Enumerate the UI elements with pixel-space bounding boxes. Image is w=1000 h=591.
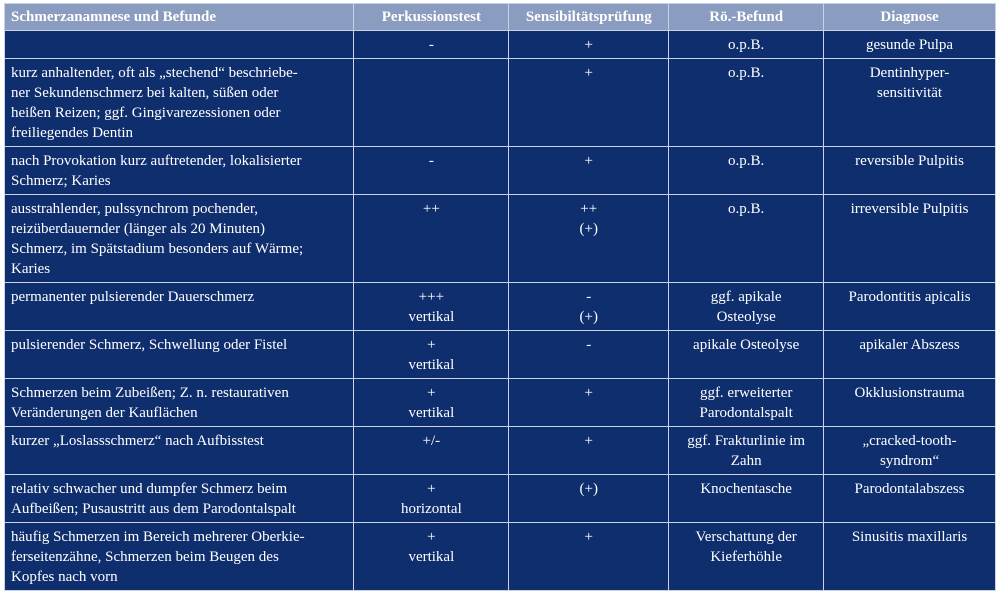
cell-line: apikale Osteolyse <box>693 337 800 353</box>
cell-line: irreversible Pulpitis <box>850 201 969 217</box>
cell-line: Verschattung der <box>695 529 797 545</box>
header-roentgen: Rö.-Befund <box>669 4 824 31</box>
cell-roentgen <box>669 379 824 427</box>
cell-diagnose <box>824 379 996 427</box>
table-row <box>5 147 996 195</box>
header-diagnose: Diagnose <box>824 4 996 31</box>
cell-line: ++ <box>580 201 598 217</box>
cell-roentgen <box>669 147 824 195</box>
cell-line: Osteolyse <box>716 309 776 325</box>
cell-sensibilitaet <box>509 195 669 283</box>
cell-line: ggf. Frakturlinie im <box>687 433 806 449</box>
cell-line: (+) <box>579 309 598 325</box>
cell-line: - <box>428 37 434 53</box>
cell-roentgen <box>669 331 824 379</box>
cell-perkussion <box>354 379 509 427</box>
cell-line: vertikal <box>408 405 455 421</box>
cell-anamnese <box>5 147 354 195</box>
cell-line: Knochentasche <box>700 481 792 497</box>
cell-sensibilitaet <box>509 523 669 591</box>
cell-diagnose <box>824 475 996 523</box>
cell-line: Schmerz, im Spätstadium besonders auf Wärme; <box>11 241 304 257</box>
cell-line: Schmerzen beim Zubeißen; Z. n. restaurativen <box>11 385 289 401</box>
cell-line: Kopfes nach vorn <box>11 569 118 585</box>
cell-roentgen <box>669 59 824 147</box>
cell-line: reversible Pulpitis <box>855 153 964 169</box>
cell-line: - <box>428 153 434 169</box>
cell-line: relativ schwacher und dumpfer Schmerz beim <box>11 481 288 497</box>
cell-line: + <box>584 385 593 401</box>
header-row <box>5 4 996 31</box>
cell-roentgen <box>669 427 824 475</box>
cell-line: apikaler Abszess <box>859 337 960 353</box>
table-row <box>5 379 996 427</box>
cell-line: horizontal <box>400 501 462 517</box>
cell-line: + <box>427 337 436 353</box>
cell-line: reizüberdauernder (länger als 20 Minuten) <box>11 221 266 237</box>
cell-line: heißen Reizen; ggf. Gingivarezessionen oder <box>11 105 281 121</box>
diagnosis-table <box>4 3 996 591</box>
cell-roentgen <box>669 195 824 283</box>
cell-diagnose <box>824 427 996 475</box>
cell-line: ggf. apikale <box>710 289 782 305</box>
cell-line: o.p.B. <box>728 65 765 81</box>
cell-roentgen <box>669 31 824 59</box>
cell-line: ggf. erweiterter <box>699 385 793 401</box>
cell-line: + <box>584 65 593 81</box>
table-body <box>5 31 996 591</box>
cell-sensibilitaet <box>509 147 669 195</box>
cell-line: + <box>584 37 593 53</box>
cell-roentgen <box>669 523 824 591</box>
cell-anamnese <box>5 31 354 59</box>
cell-line: Sinusitis maxillaris <box>851 529 968 545</box>
cell-line: + <box>427 385 436 401</box>
cell-sensibilitaet <box>509 331 669 379</box>
cell-line: Dentinhyper- <box>869 65 950 81</box>
cell-anamnese <box>5 59 354 147</box>
cell-line: vertikal <box>408 309 455 325</box>
cell-line: „cracked-tooth- <box>862 433 957 449</box>
cell-line: Okklusionstrauma <box>854 385 965 401</box>
cell-perkussion <box>354 523 509 591</box>
table-row <box>5 523 996 591</box>
table-row <box>5 195 996 283</box>
cell-perkussion <box>354 331 509 379</box>
cell-anamnese <box>5 283 354 331</box>
cell-line: Zahn <box>730 453 762 469</box>
cell-perkussion <box>354 283 509 331</box>
cell-anamnese <box>5 195 354 283</box>
cell-perkussion <box>354 59 509 147</box>
cell-line: ausstrahlender, pulssynchrom pochender, <box>11 201 259 217</box>
cell-diagnose <box>824 31 996 59</box>
table-row <box>5 331 996 379</box>
header-anamnese: Schmerzanamnese und Befunde <box>5 4 354 31</box>
cell-line: Parodontalabszess <box>854 481 965 497</box>
cell-line: +/- <box>422 433 441 449</box>
cell-sensibilitaet <box>509 31 669 59</box>
cell-line: - <box>586 289 592 305</box>
cell-line: vertikal <box>408 357 455 373</box>
header-sensibilitaet: Sensibiltätsprüfung <box>509 4 669 31</box>
cell-sensibilitaet <box>509 379 669 427</box>
cell-anamnese <box>5 331 354 379</box>
table-row <box>5 475 996 523</box>
cell-line: (+) <box>579 481 598 497</box>
cell-line: häufig Schmerzen im Bereich mehrerer Oberkie- <box>11 529 305 545</box>
cell-line: sensitivität <box>877 85 943 101</box>
cell-line: syndrom“ <box>879 453 940 469</box>
cell-perkussion <box>354 147 509 195</box>
cell-line: nach Provokation kurz auftretender, lokalisierter <box>11 153 302 169</box>
cell-anamnese <box>5 379 354 427</box>
cell-anamnese <box>5 427 354 475</box>
header-perkussion: Perkussionstest <box>354 4 509 31</box>
cell-sensibilitaet <box>509 427 669 475</box>
cell-line: ++ <box>422 201 440 217</box>
cell-line: freiliegendes Dentin <box>11 125 134 141</box>
cell-line: permanenter pulsierender Dauerschmerz <box>11 289 255 305</box>
cell-line: Parodontalspalt <box>699 405 793 421</box>
cell-anamnese <box>5 523 354 591</box>
cell-line: kurzer „Loslassschmerz“ nach Aufbisstest <box>11 433 264 449</box>
table-row <box>5 31 996 59</box>
cell-line: vertikal <box>408 549 455 565</box>
cell-line: + <box>427 481 436 497</box>
cell-line: o.p.B. <box>728 37 765 53</box>
cell-sensibilitaet <box>509 283 669 331</box>
cell-line: Aufbeißen; Pusaustritt aus dem Parodontalspalt <box>11 501 296 517</box>
cell-line: Kieferhöhle <box>710 549 782 565</box>
cell-perkussion <box>354 475 509 523</box>
cell-line: gesunde Pulpa <box>866 37 954 53</box>
cell-line: Parodontitis apicalis <box>848 289 971 305</box>
cell-perkussion <box>354 31 509 59</box>
cell-line: + <box>584 433 593 449</box>
cell-line: Veränderungen der Kauflächen <box>11 405 198 421</box>
cell-sensibilitaet <box>509 59 669 147</box>
cell-line: ner Sekundenschmerz bei kalten, süßen oder <box>11 85 279 101</box>
cell-roentgen <box>669 475 824 523</box>
cell-line: Schmerz; Karies <box>11 173 111 189</box>
cell-perkussion <box>354 427 509 475</box>
cell-perkussion <box>354 195 509 283</box>
cell-line: (+) <box>579 221 598 237</box>
table-row <box>5 283 996 331</box>
cell-anamnese <box>5 475 354 523</box>
cell-line: ferseitenzähne, Schmerzen beim Beugen des <box>11 549 279 565</box>
cell-diagnose <box>824 523 996 591</box>
cell-line: - <box>586 337 592 353</box>
cell-line: o.p.B. <box>728 153 765 169</box>
cell-line: + <box>427 529 436 545</box>
cell-diagnose <box>824 283 996 331</box>
cell-diagnose <box>824 195 996 283</box>
table-row <box>5 427 996 475</box>
cell-roentgen <box>669 283 824 331</box>
cell-line: +++ <box>418 289 445 305</box>
cell-sensibilitaet <box>509 475 669 523</box>
cell-line: + <box>584 153 593 169</box>
cell-diagnose <box>824 331 996 379</box>
cell-diagnose <box>824 59 996 147</box>
cell-line: + <box>584 529 593 545</box>
cell-line: kurz anhaltender, oft als „stechend“ beschriebe- <box>11 65 298 81</box>
cell-line: o.p.B. <box>728 201 765 217</box>
cell-line: Karies <box>11 261 51 277</box>
cell-line: pulsierender Schmerz, Schwellung oder Fistel <box>11 337 288 353</box>
table-row <box>5 59 996 147</box>
cell-diagnose <box>824 147 996 195</box>
